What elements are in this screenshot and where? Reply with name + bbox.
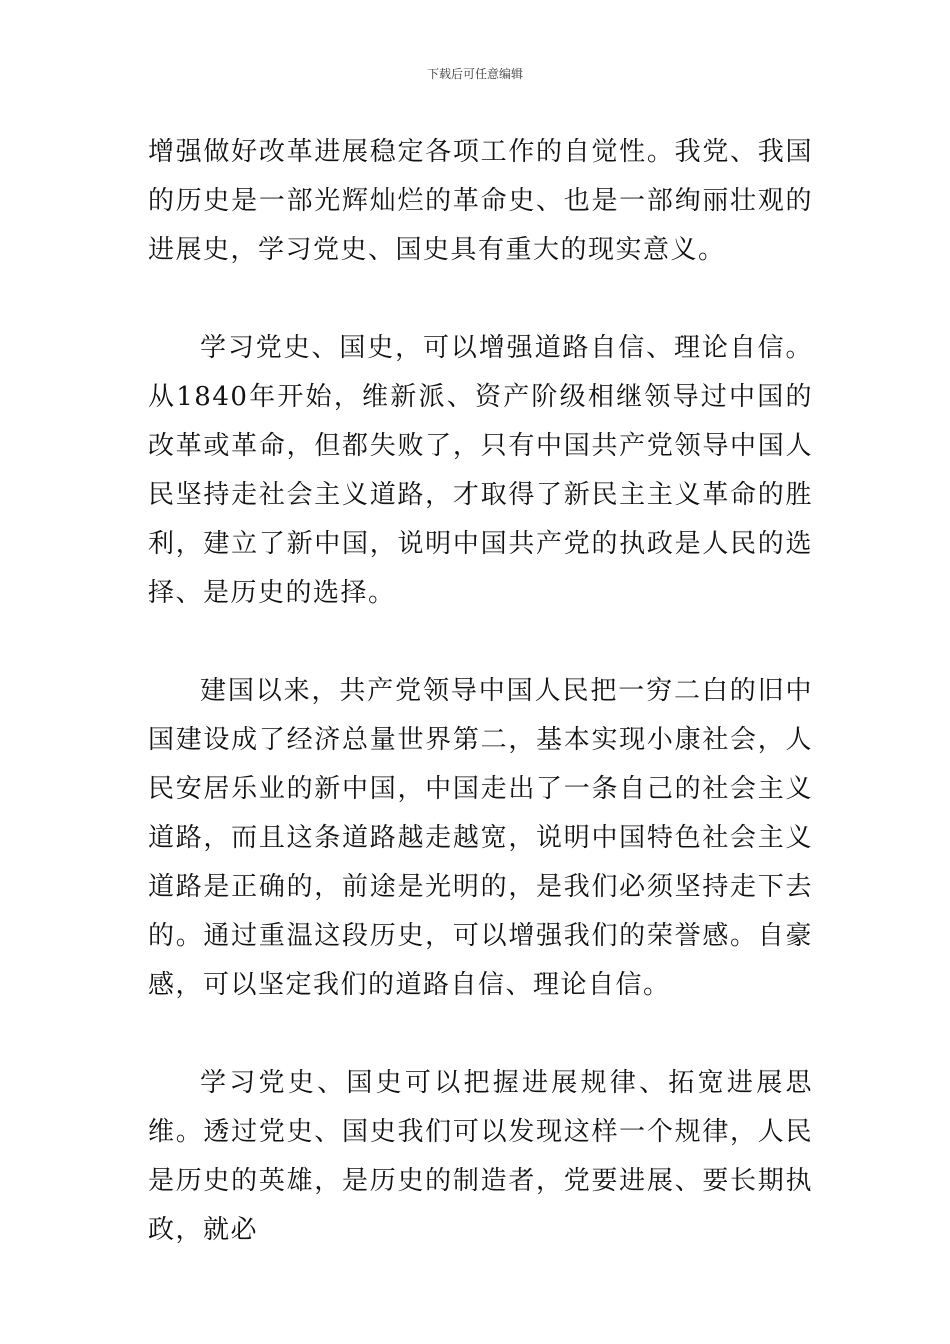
paragraph: 建国以来，共产党领导中国人民把一穷二白的旧中国建设成了经济总量世界第二，基本实现小康社会，人民安居乐业的新中国，中国走出了一条自己的社会主义道路，而且这条道路越走越宽，说明中国特色社会主义道路是正确的，前途是光明的，是我们必须坚持走下去的。通过重温这段历史，可以增强我们的荣誉感。自豪感，可以坚定我们的道路自信、理论自信。 (148, 676, 813, 1000)
page-header: 下载后可任意编辑 (426, 67, 523, 81)
paragraph: 学习党史、国史，可以增强道路自信、理论自信。从1840年开始，维新派、资产阶级相继领导过中国的改革或革命，但都失败了，只有中国共产党领导中国人民坚持走社会主义道路，才取得了新民主主义革命的胜利，建立了新中国，说明中国共产党的执政是人民的选择、是历史的选择。 (148, 333, 813, 608)
paragraph: 学习党史、国史可以把握进展规律、拓宽进展思维。透过党史、国史我们可以发现这样一个规律，人民是历史的英雄，是历史的制造者，党要进展、要长期执政，就必 (148, 1068, 813, 1245)
document-body (148, 128, 813, 1255)
paragraph-continuation: 增强做好改革进展稳定各项工作的自觉性。我党、我国的历史是一部光辉灿烂的革命史、也是一部绚丽壮观的进展史，学习党史、国史具有重大的现实意义。 (148, 137, 813, 265)
